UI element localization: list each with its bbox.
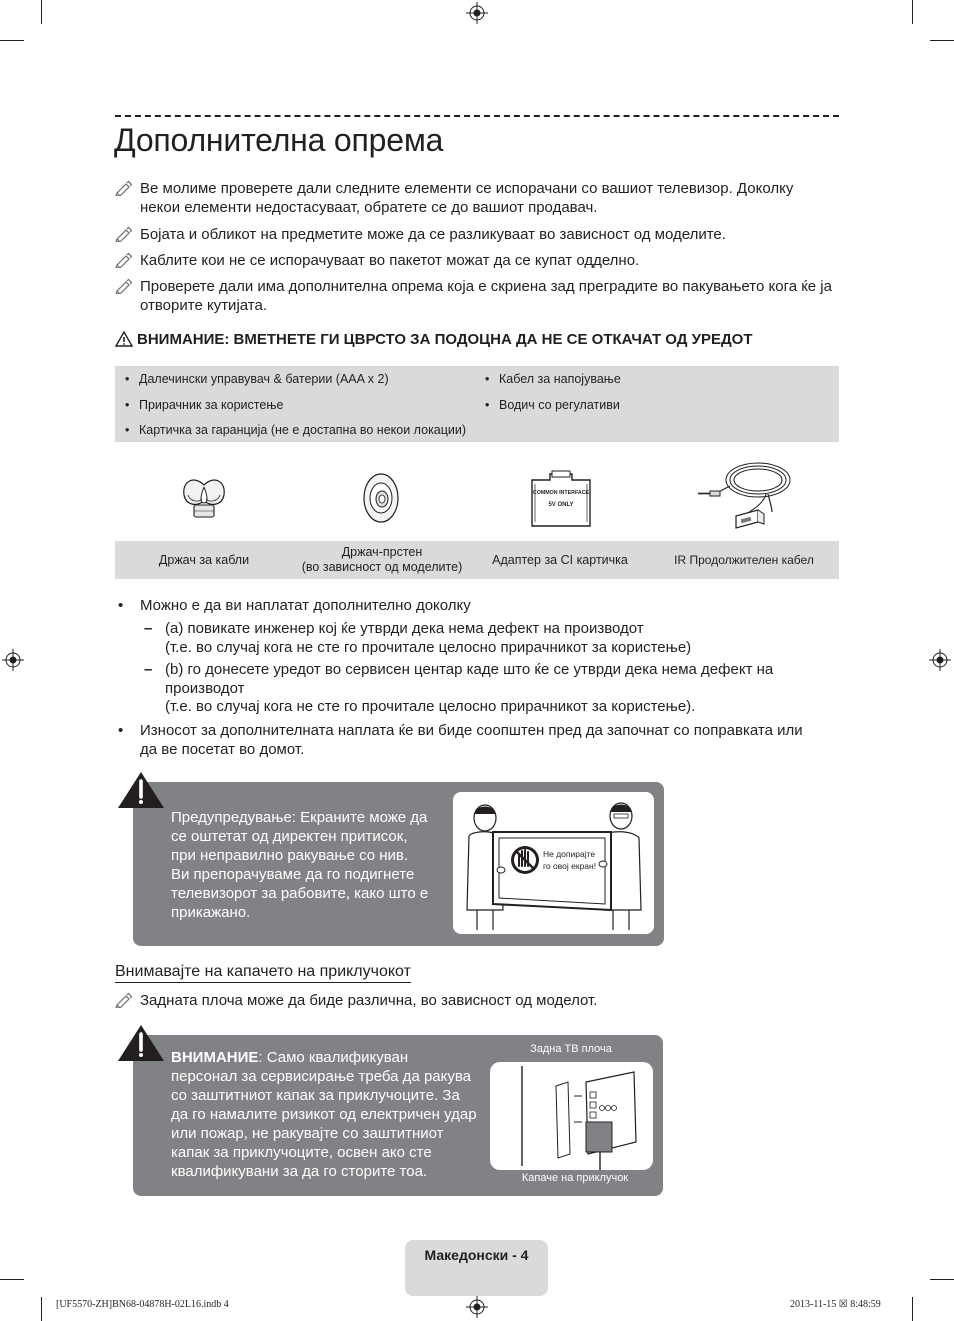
note-text: Каблите кои не се испорачуваат во пакетот можат да се купат одделно. [140,252,640,269]
list-item: • [118,597,124,614]
pencil-note-icon [115,992,133,1008]
accessory-caption [293,541,471,579]
fees-intro: Можно е да ви наплатат дополнително доколку [140,597,471,614]
note-item [115,179,835,217]
pencil-note-icon [115,180,133,196]
caution-text-line: персонал за сервисирање треба да ракува [171,1068,472,1085]
dash-bullet: – [144,620,153,637]
page-title: Дополнителна опрема [114,122,444,158]
cable-holder-icon [180,473,228,523]
fees-case-line: (т.е. во случај кога не сте го прочитале целосно прирачникот за користење) [165,639,692,656]
people-carrying-tv-icon [453,792,654,934]
registration-target-icon [466,1296,488,1318]
note-item [115,225,835,244]
diagram-top-label: Задна ТВ плоча [530,1043,612,1055]
pencil-note-icon [115,226,133,242]
pencil-note-icon [115,278,133,294]
page-number-tab [405,1240,548,1296]
warning-triangle-icon [117,771,165,809]
holder-ring-icon [360,472,402,524]
title-rule [115,115,839,117]
caution-label: ВНИМАНИЕ [171,1049,259,1066]
warning-triangle-icon [115,331,133,347]
caution-text-line: квалификувани за да го сторите тоа. [171,1163,428,1180]
warning-text-line: Ви препорачуваме да го подигнете [171,866,415,883]
list-item-text: Картичка за гаранција (не е достапна во некои локации) [139,423,467,437]
caution-first-line: : Само квалификуван [258,1049,409,1066]
list-item-text: Далечински управувач & батерии (AAA x 2) [139,372,389,386]
warning-text-line: при неправилно ракување со нив. [171,847,409,864]
caution-text-line: да го намалите ризикот од електричен удар [171,1106,477,1123]
note-text: Ве молиме проверете дали следните елементи се испорачани со вашиот телевизор. Доколку некои елементи недостасуваат, обратете се до вашиот продавач. [140,180,794,216]
print-slug-left: [UF5570-ZH]BN68-04878H-02L16.indb 4 [56,1299,229,1310]
caution-text-line [171,1048,477,1067]
caution-text-line: или пожар, не ракувајте со заштитниот [171,1125,444,1142]
warning-text-line: прикажано. [171,904,251,921]
fees-case-line: (т.е. во случај кога не сте го прочитале целосно прирачникот за користење). [165,698,696,715]
note-text: Проверете дали има дополнителна опрема која е скриена зад преградите во пакувањето кога ќе ја отворите кутијата. [140,278,832,314]
fees-case-line: (a) повикате инженер кој ќе утврди дека нема дефект на производот [165,620,644,637]
crop-mark [0,40,24,41]
sign-text-line: го овој екран! [543,861,597,871]
accessory-caption: IR Продолжителен кабел [674,552,814,567]
note-item [115,991,835,1010]
ci-label-line1: COMMON INTERFACE [532,490,590,496]
fees-case-line: (b) го донесете уредот во сервисен центар каде што ќе се утврди дека нема дефект на [165,661,774,678]
caution-text-line: со заштитниот капак за приклучоците. За [171,1087,460,1104]
tv-handling-illustration [453,792,654,934]
rear-panel-diagram [490,1062,653,1170]
print-slug-right: 2013-11-15 ☒ 8:48:59 [790,1299,881,1310]
registration-target-icon [466,2,488,24]
note-text: Задната плоча може да биде различна, во зависност од моделот. [140,992,598,1009]
crop-mark [912,1297,913,1321]
list-item-text: Кабел за напојување [499,372,621,386]
registration-target-icon [929,649,951,671]
caution-text-line: капак за приклучоците, освен ако сте [171,1144,432,1161]
warning-text-line: се оштетат од директен притисок, [171,828,408,845]
crop-mark [930,1279,954,1280]
sign-text-line: Не допирајте [543,849,596,859]
fees-amount-line: Износот за дополнителната наплата ќе ви биде соопштен пред да започнат со поправката или [140,722,803,739]
crop-mark [912,0,913,24]
list-item-text: Водич со регулативи [499,398,620,412]
warning-text-line: телевизорот за рабовите, како што е [171,885,429,902]
accessory-caption: Адаптер за CI картичка [492,552,628,567]
crop-mark [41,0,42,24]
crop-mark [0,1279,24,1280]
dash-bullet: – [144,661,153,678]
warning-text [171,808,428,922]
accessory-caption: Држач за кабли [158,552,250,567]
note-text: Бојата и обликот на предметите може да се разликуваат во зависност од моделите. [140,226,726,243]
accessory-caption-line: Држач-прстен [341,545,423,559]
warning-triangle-icon [117,1024,165,1062]
note-item [115,277,835,315]
ci-label-line2: 5V ONLY [548,502,574,508]
caution-box [133,1035,663,1196]
crop-mark [930,40,954,41]
note-item [115,251,835,270]
rear-panel-icon [490,1062,653,1170]
caution-heading [115,331,839,348]
crop-mark [41,1297,42,1321]
ir-extender-cable-icon [696,458,794,534]
fees-amount-line: да ве посетат во домот. [140,741,305,758]
caution-heading-text: ВНИМАНИЕ: ВМЕТНЕТЕ ГИ ЦВРСТО ЗА ПОДОЦНА ДА НЕ СЕ ОТКАЧАТ ОД УРЕДОТ [137,331,753,348]
caution-text [171,1048,477,1181]
diagram-bottom-label: Капаче на приклучок [521,1172,629,1184]
warning-box [133,782,664,946]
warning-text-line: Предупредување: Екраните може да [171,809,428,826]
ci-card-adapter-icon [528,470,594,530]
pencil-note-icon [115,252,133,268]
page-number-label: Македонски - 4 [424,1247,529,1263]
list-item-text: Прирачник за користење [139,398,284,412]
list-item: • [118,722,124,739]
fees-case-line: производот [165,680,245,697]
section-heading: Внимавајте на капачето на приклучокот [115,963,411,983]
accessory-caption-line: (во зависност од моделите) [301,560,463,574]
registration-target-icon [2,649,24,671]
